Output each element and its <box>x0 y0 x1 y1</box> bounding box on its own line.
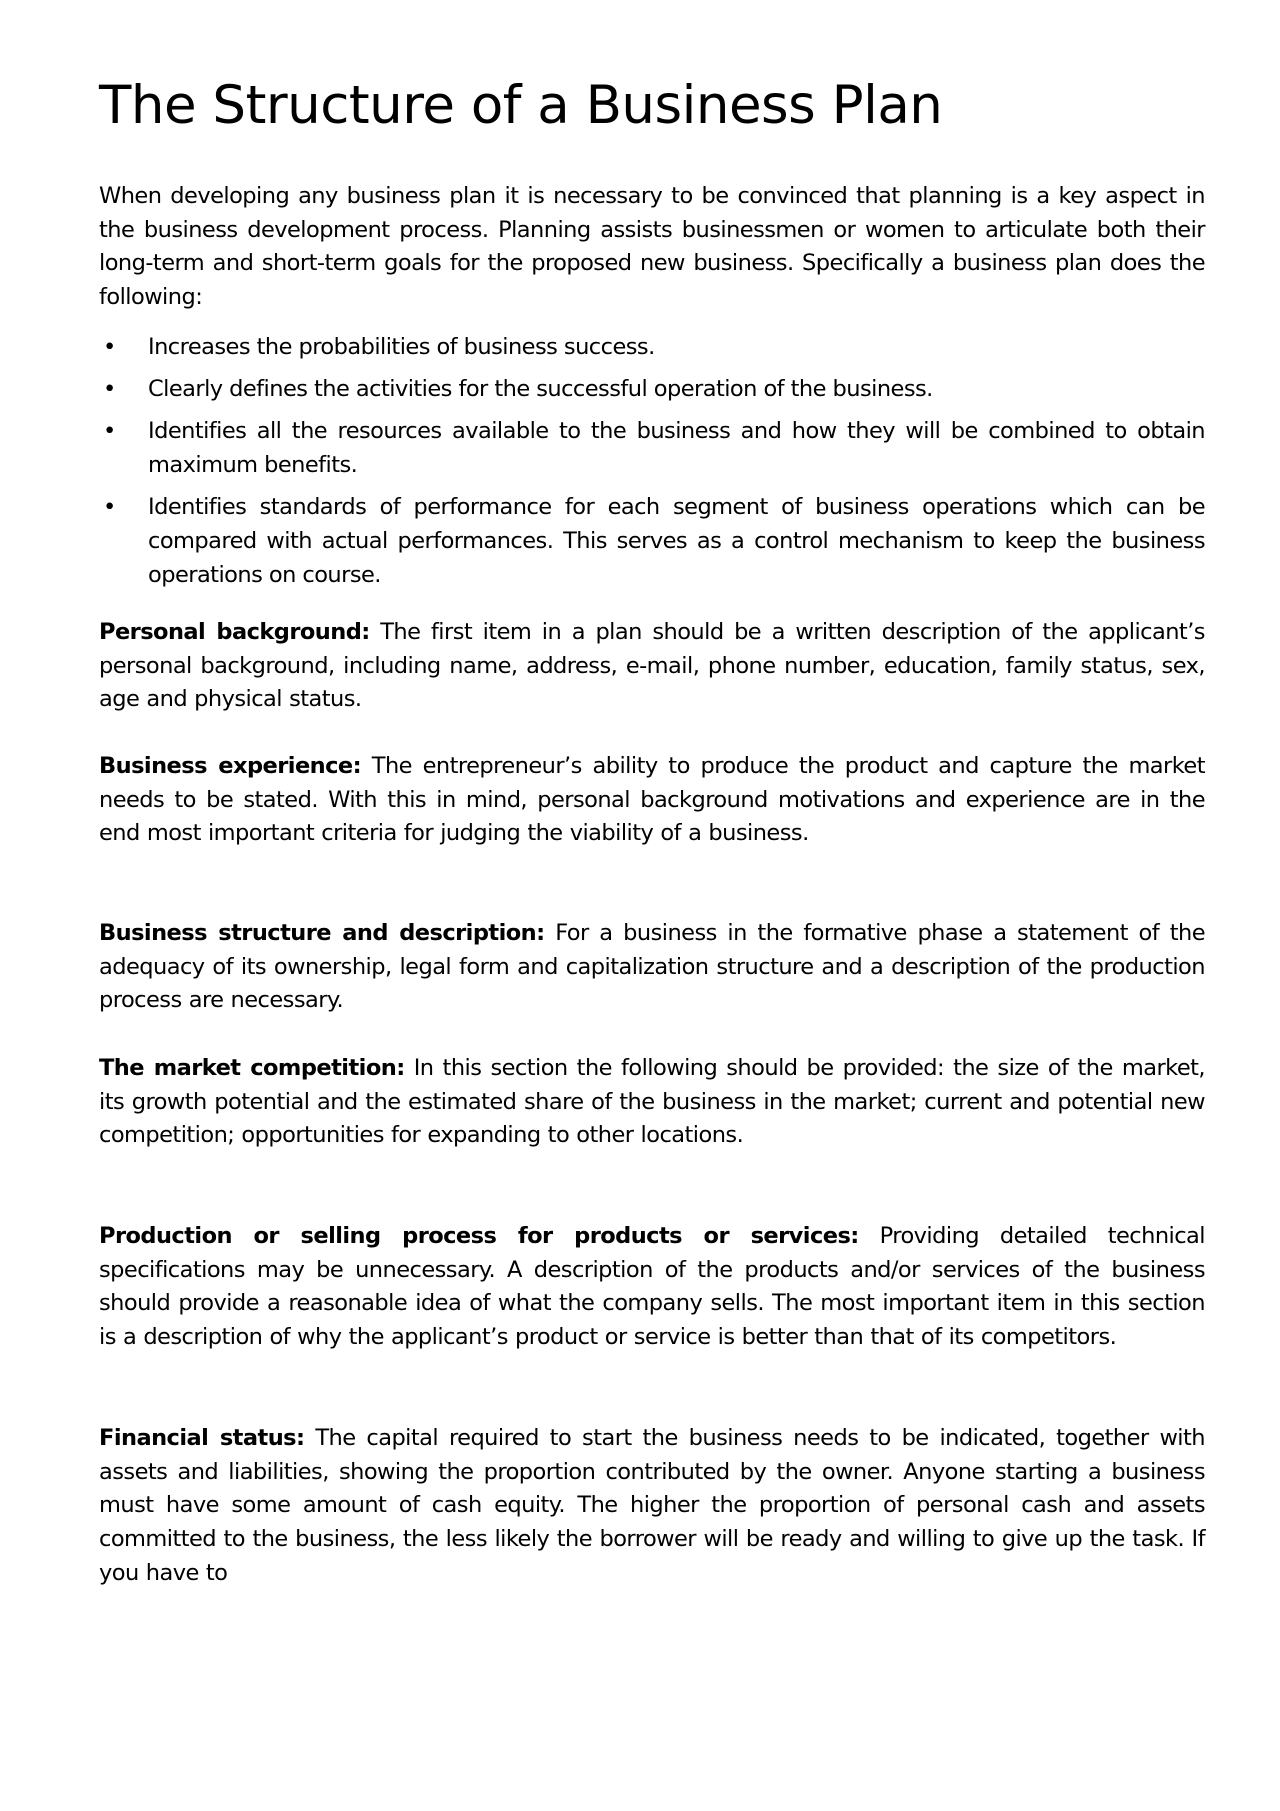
section-text: Providing detailed technical specifications may be unnecessary. A description of the products and/or services of the business should provide a reasonable idea of what the company sells. The most important item in this section is a description of why the applicant’s product or service is better than that of its competitors. <box>99 1223 1205 1351</box>
section-text: For a business in the formative phase a statement of the adequacy of its ownership, legal form and capitalization structure and a description of the production process are necessary. <box>99 920 1206 1014</box>
bullet-icon: • <box>103 494 116 521</box>
section-heading: Financial status: <box>99 1425 305 1451</box>
list-item: • Increases the probabilities of business success. <box>99 331 1205 365</box>
page-title: The Structure of a Business Plan <box>99 75 943 136</box>
section-text: The entrepreneur’s ability to produce the product and capture the market needs to be stated. With this in mind, personal background motivations and experience are in the end most important criteria for judging the viability of a business. <box>99 753 1205 847</box>
section-business-structure <box>99 917 1205 1018</box>
intro-paragraph: When developing any business plan it is necessary to be convinced that planning is a key aspect in the business development process. Planning assists businessmen or women to articulate both their long-term and short-term goals for the proposed new business. Specifically a business plan does the following: <box>99 183 1205 311</box>
section-market-competition <box>99 1052 1205 1153</box>
list-item: • Identifies standards of performance for each segment of business operations which can be compared with actual performances. This serves as a control mechanism to keep the business operations on course. <box>99 491 1205 592</box>
section-production-process <box>99 1220 1205 1355</box>
section-financial-status <box>99 1422 1205 1591</box>
section-text: The first item in a plan should be a written description of the applicant’s personal background, including name, address, e-mail, phone number, education, family status, sex, age and physical status. <box>99 619 1205 713</box>
section-text: In this section the following should be provided: the size of the market, its growth potential and the estimated share of the business in the market; current and potential new competition; opportunities for expanding to other locations. <box>99 1055 1205 1149</box>
section-personal-background <box>99 616 1205 717</box>
list-item: • Identifies all the resources available to the business and how they will be combined to obtain maximum benefits. <box>99 415 1205 482</box>
section-business-experience <box>99 750 1205 851</box>
section-heading: The market competition: <box>99 1055 405 1081</box>
list-item: • Clearly defines the activities for the successful operation of the business. <box>99 373 1205 407</box>
bullet-icon: • <box>103 376 116 403</box>
section-heading: Business structure and description: <box>99 920 545 946</box>
bullet-icon: • <box>103 418 116 445</box>
benefits-list <box>99 331 1205 601</box>
section-heading: Production or selling process for products or services: <box>99 1223 859 1249</box>
section-heading: Business experience: <box>99 753 362 779</box>
section-heading: Personal background: <box>99 619 370 645</box>
section-text: The capital required to start the business needs to be indicated, together with assets and liabilities, showing the proportion contributed by the owner. Anyone starting a business must have some amount of cash equity. The higher the proportion of personal cash and assets committed to the business, the less likely the borrower will be ready and willing to give up the task. If you have to <box>99 1425 1205 1586</box>
bullet-icon: • <box>103 334 116 360</box>
